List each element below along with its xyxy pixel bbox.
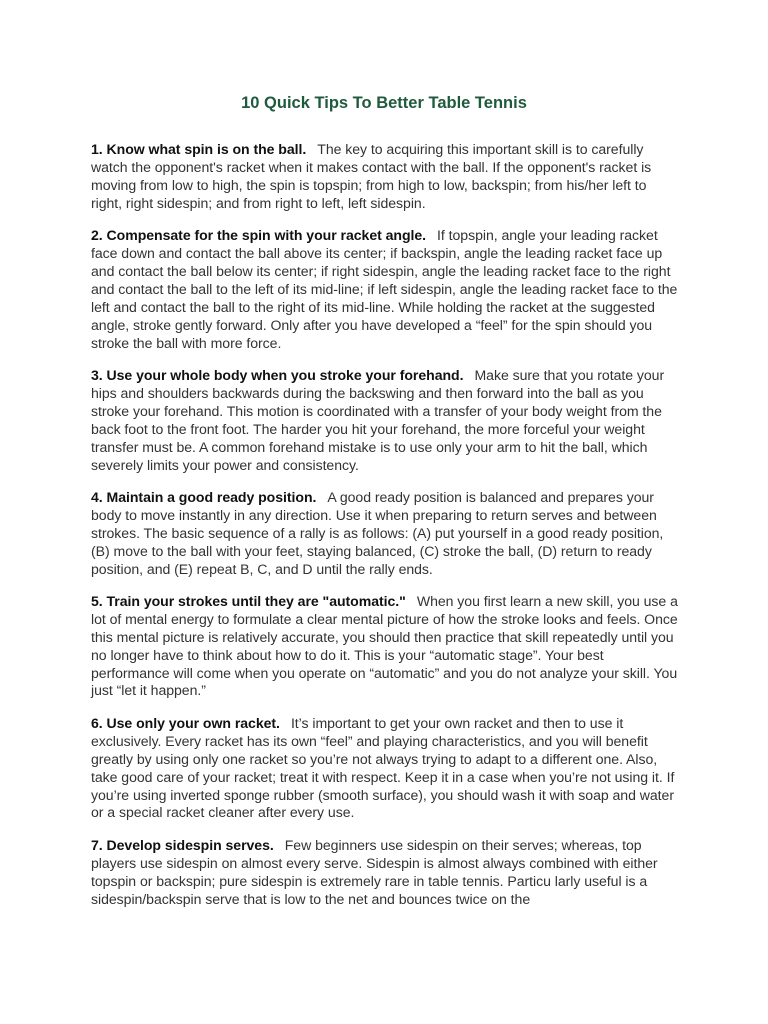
document-title: 10 Quick Tips To Better Table Tennis xyxy=(241,94,527,112)
tip-5 xyxy=(91,593,681,700)
tip-body: If topspin, angle your leading racket face down and contact the ball above its center; if backspin, angle the leading racket face up and contact the ball below its center; if right sidespin, angle the leading racket face to the right and contact the ball to the left of its mid-line; if left sidespin, angle the leading racket face to the left and contact the ball to the right of its mid-line. While holding the racket at the suggested angle, stroke gently forward. Only after you have developed a “feel” for the spin should you stroke the ball with more force. xyxy=(91,227,678,351)
tips-list xyxy=(91,141,681,923)
tip-body: Make sure that you rotate your hips and shoulders backwards during the backswing and then forward into the ball as you stroke your forehand. This motion is coordinated with a transfer of your body weight from the back foot to the front foot. The harder you hit your forehand, the more forceful your weight transfer must be. A common forehand mistake is to use only your arm to hit the ball, which severely limits your power and consistency. xyxy=(91,366,665,473)
tip-body: When you first learn a new skill, you use a lot of mental energy to formulate a clear mental picture of how the stroke looks and feels. Once this mental picture is relatively accurate, you should then practice that skill repeatedly until you no longer have to think about how to do it. This is your “automatic stage”. Your best performance will come when you operate on “automatic” and you do not analyze your skill. You just “let it happen.” xyxy=(91,592,678,699)
tip-heading: 2. Compensate for the spin with your racket angle. xyxy=(91,227,427,244)
tip-3 xyxy=(91,367,681,474)
tip-heading: 7. Develop sidespin serves. xyxy=(91,836,274,853)
tip-1 xyxy=(91,141,681,213)
tip-4 xyxy=(91,489,681,579)
tip-6 xyxy=(91,715,681,822)
tip-body: Few beginners use sidespin on their serves; whereas, top players use sidespin on almost every serve. Sidespin is almost always combined with either topspin or backspin; pure sidespin is extremely rare in table tennis. Particu larly useful is a sidespin/backspin serve that is low to the net and bounces twice on the xyxy=(91,836,658,907)
tip-heading: 3. Use your whole body when you stroke your forehand. xyxy=(91,366,464,383)
tip-heading: 5. Train your strokes until they are "automatic." xyxy=(91,592,406,609)
tip-7 xyxy=(91,837,681,909)
tip-body: A good ready position is balanced and prepares your body to move instantly in any direction. Use it when preparing to return serves and between strokes. The basic sequence of a rally is as follows: (A) put yourself in a good ready position, (B) move to the ball with your feet, staying balanced, (C) stroke the ball, (D) return to ready position, and (E) repeat B, C, and D until the rally ends. xyxy=(91,488,664,577)
tip-heading: 4. Maintain a good ready position. xyxy=(91,488,317,505)
tip-heading: 1. Know what spin is on the ball. xyxy=(91,141,307,157)
tip-body: It’s important to get your own racket and then to use it exclusively. Every racket has its own “feel” and playing characteristics, and you will benefit greatly by using only one racket so you’re not always trying to adapt to a different one. Also, take good care of your racket; treat it with respect. Keep it in a case when you’re not using it. If you’re using inverted sponge rubber (smooth surface), you should wash it with soap and water or a special racket cleaner after every use. xyxy=(91,714,675,821)
tip-2 xyxy=(91,227,681,352)
tip-heading: 6. Use only your own racket. xyxy=(91,714,280,731)
tip-body: The key to acquiring this important skill is to carefully watch the opponent's racket when it makes contact with the ball. If the opponent's racket is moving from low to high, the spin is topspin; from high to low, backspin; from his/her left to right, right sidespin; and from right to left, left sidespin. xyxy=(91,141,652,211)
